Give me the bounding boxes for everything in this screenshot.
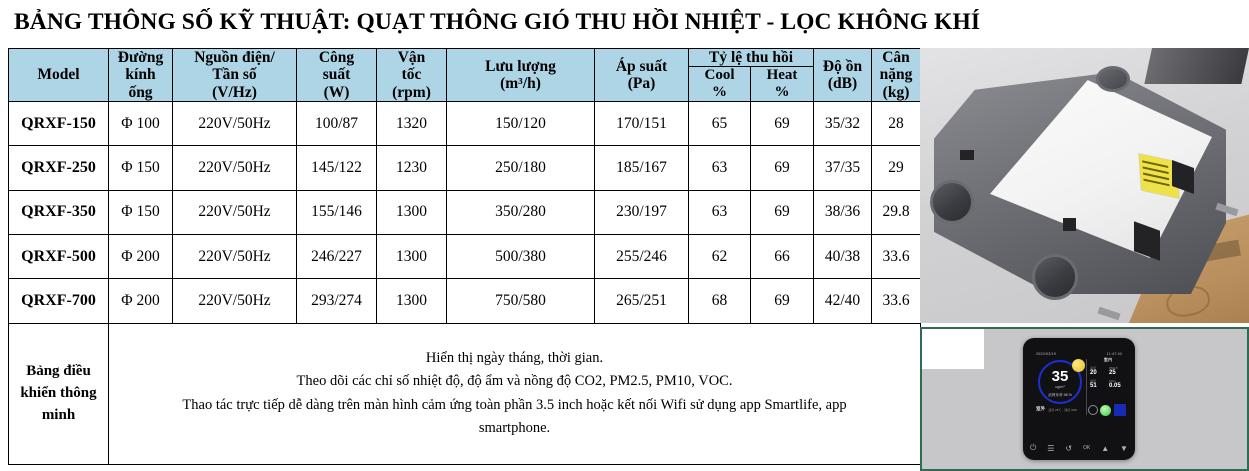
indoor-label: 室内 xyxy=(1103,357,1113,362)
col-header-speed: Vận tốc (rpm) xyxy=(377,49,447,102)
control-panel-photo xyxy=(920,327,1249,471)
cell-heat: 69 xyxy=(751,279,814,323)
col-header-airflow: Lưu lượng (m³/h) xyxy=(447,49,595,102)
cell-weight: 28 xyxy=(872,102,921,146)
note-line: Thao tác trực tiếp dễ dàng trên màn hình cảm ứng toàn phần 3.5 inch hoặc kết nối Wifi sử dụng app Smartlife, app xyxy=(182,396,847,413)
table-row-note xyxy=(9,323,921,464)
temp-value: 20 xyxy=(1090,370,1097,376)
panel-key-row[interactable] xyxy=(1030,443,1128,453)
spec-table-container xyxy=(8,48,920,465)
outdoor-label: 室外 xyxy=(1036,406,1046,411)
product-photo xyxy=(920,48,1249,323)
fan-mode-icon xyxy=(1088,405,1098,415)
status-blue-indicator xyxy=(1114,404,1126,416)
down-icon[interactable]: ▼ xyxy=(1120,443,1128,453)
voc-metric xyxy=(1109,379,1125,389)
cell-speed: 1300 xyxy=(377,279,447,323)
page-title-bar xyxy=(0,0,1249,44)
cell-diameter: Φ 200 xyxy=(109,235,173,279)
cell-noise: 40/38 xyxy=(814,235,872,279)
cell-weight: 33.6 xyxy=(872,279,921,323)
cell-noise: 35/32 xyxy=(814,102,872,146)
note-line: smartphone. xyxy=(478,420,551,437)
col-header-model: Model xyxy=(9,49,109,102)
cell-pressure: 265/251 xyxy=(595,279,689,323)
humidity-metric xyxy=(1090,379,1106,389)
spec-table-head xyxy=(9,49,921,102)
note-body-cell xyxy=(109,323,921,464)
cell-pressure: 255/246 xyxy=(595,235,689,279)
cell-heat: 66 xyxy=(751,235,814,279)
back-icon[interactable]: ↺ xyxy=(1065,443,1073,453)
col-header-power-source: Nguồn điện/ Tần số (V/Hz) xyxy=(173,49,297,102)
table-row xyxy=(9,279,921,323)
outdoor-readouts xyxy=(1036,407,1077,412)
humidity-label: 湿度 xyxy=(1090,379,1097,383)
panel-status-bar xyxy=(1036,351,1122,356)
voc-label: VOC xyxy=(1109,379,1116,383)
indoor-row-2 xyxy=(1090,379,1126,389)
spec-table-body xyxy=(9,102,921,465)
cell-pressure: 170/151 xyxy=(595,102,689,146)
duct-collar-left xyxy=(930,180,974,224)
cell-noise: 42/40 xyxy=(814,279,872,323)
header-row-top xyxy=(9,49,921,67)
screen-divider xyxy=(1086,359,1087,415)
cell-model: QRXF-350 xyxy=(9,190,109,234)
cell-wattage: 155/146 xyxy=(297,190,377,234)
cell-model: QRXF-700 xyxy=(9,279,109,323)
cell-noise: 37/35 xyxy=(814,146,872,190)
temp-label: 温度 xyxy=(1090,366,1097,370)
table-row xyxy=(9,235,921,279)
cell-speed: 1320 xyxy=(377,102,447,146)
cell-heat: 69 xyxy=(751,102,814,146)
cell-power-source: 220V/50Hz xyxy=(173,279,297,323)
note-label-cell: Bảng điều khiển thông minh xyxy=(9,323,109,464)
col-header-heat: Heat % xyxy=(751,67,814,102)
col-header-weight: Cân nặng (kg) xyxy=(872,49,921,102)
cell-power-source: 220V/50Hz xyxy=(173,102,297,146)
pm25-metric xyxy=(1109,366,1125,376)
cell-airflow: 250/180 xyxy=(447,146,595,190)
temp-metric xyxy=(1090,366,1106,376)
cell-cool: 65 xyxy=(689,102,751,146)
cell-weight: 33.6 xyxy=(872,235,921,279)
cell-diameter: Φ 150 xyxy=(109,190,173,234)
cell-cool: 68 xyxy=(689,279,751,323)
outdoor-metric-1: 温度 28℃ xyxy=(1048,407,1062,412)
pm-value: 35 xyxy=(1051,368,1069,385)
pm25-value: 25 xyxy=(1109,370,1116,376)
outdoor-metric-2: 湿度 60% xyxy=(1064,407,1078,412)
note-line: Theo dõi các chỉ số nhiệt độ, độ ẩm và nồng độ CO2, PM2.5, PM10, VOC. xyxy=(296,373,733,390)
col-header-recovery-rate: Tỷ lệ thu hồi xyxy=(689,49,814,67)
table-row xyxy=(9,102,921,146)
unit-latch-icon xyxy=(1063,218,1076,231)
duct-collar-rear xyxy=(1096,66,1130,92)
indoor-row-1 xyxy=(1090,366,1126,376)
indoor-readouts xyxy=(1090,357,1126,389)
cell-pressure: 230/197 xyxy=(595,190,689,234)
cell-airflow: 750/580 xyxy=(447,279,595,323)
cell-power-source: 220V/50Hz xyxy=(173,146,297,190)
col-header-cool: Cool % xyxy=(689,67,751,102)
page-title: BẢNG THÔNG SỐ KỸ THUẬT: QUẠT THÔNG GIÓ THU HỒI NHIỆT - LỌC KHÔNG KHÍ xyxy=(14,8,981,35)
filter-life-text: 滤网寿命 98 % xyxy=(1048,393,1072,397)
cell-heat: 69 xyxy=(751,190,814,234)
ventilator-unit xyxy=(928,58,1234,316)
pm-unit: ug/m³ xyxy=(1055,385,1065,389)
cell-wattage: 246/227 xyxy=(297,235,377,279)
cell-model: QRXF-250 xyxy=(9,146,109,190)
cell-speed: 1300 xyxy=(377,190,447,234)
col-header-wattage: Công suất (W) xyxy=(297,49,377,102)
pm25-label: PM2.5 xyxy=(1109,366,1118,370)
cell-weight: 29.8 xyxy=(872,190,921,234)
table-row xyxy=(9,146,921,190)
cell-airflow: 350/280 xyxy=(447,190,595,234)
unit-latch-icon-2 xyxy=(960,150,974,160)
cell-heat: 69 xyxy=(751,146,814,190)
cell-diameter: Φ 100 xyxy=(109,102,173,146)
power-icon[interactable]: ⏻ xyxy=(1030,443,1037,452)
panel-clock-text: 11:47:40 xyxy=(1106,351,1122,356)
col-header-pressure: Áp suất (Pa) xyxy=(595,49,689,102)
panel-photo-white-corner xyxy=(922,329,984,369)
cell-noise: 38/36 xyxy=(814,190,872,234)
voc-value: 0.05 xyxy=(1109,383,1121,389)
cell-speed: 1230 xyxy=(377,146,447,190)
cell-wattage: 145/122 xyxy=(297,146,377,190)
cell-diameter: Φ 150 xyxy=(109,146,173,190)
cell-wattage: 100/87 xyxy=(297,102,377,146)
cell-pressure: 185/167 xyxy=(595,146,689,190)
panel-date-text: 2020/03/19 xyxy=(1036,351,1056,356)
cell-airflow: 500/380 xyxy=(447,235,595,279)
cell-model: QRXF-150 xyxy=(9,102,109,146)
cell-wattage: 293/274 xyxy=(297,279,377,323)
duct-collar-front xyxy=(1032,254,1078,300)
spec-table xyxy=(8,48,921,465)
humidity-value: 51 xyxy=(1090,383,1097,389)
cell-power-source: 220V/50Hz xyxy=(173,235,297,279)
cell-power-source: 220V/50Hz xyxy=(173,190,297,234)
up-icon[interactable]: ▲ xyxy=(1101,443,1110,453)
cell-cool: 63 xyxy=(689,190,751,234)
note-line: Hiển thị ngày tháng, thời gian. xyxy=(425,349,604,366)
smart-control-panel-device xyxy=(1023,338,1135,460)
cell-cool: 62 xyxy=(689,235,751,279)
panel-screen xyxy=(1032,349,1126,429)
col-header-noise: Độ ồn (dB) xyxy=(814,49,872,102)
cell-cool: 63 xyxy=(689,146,751,190)
menu-icon[interactable]: ☰ xyxy=(1047,443,1055,453)
cell-diameter: Φ 200 xyxy=(109,279,173,323)
col-header-diameter: Đường kính ống xyxy=(109,49,173,102)
cell-weight: 29 xyxy=(872,146,921,190)
table-row xyxy=(9,190,921,234)
cell-airflow: 150/120 xyxy=(447,102,595,146)
cell-speed: 1300 xyxy=(377,235,447,279)
cell-model: QRXF-500 xyxy=(9,235,109,279)
ok-icon[interactable]: OK xyxy=(1083,445,1091,451)
status-green-indicator xyxy=(1100,405,1111,416)
